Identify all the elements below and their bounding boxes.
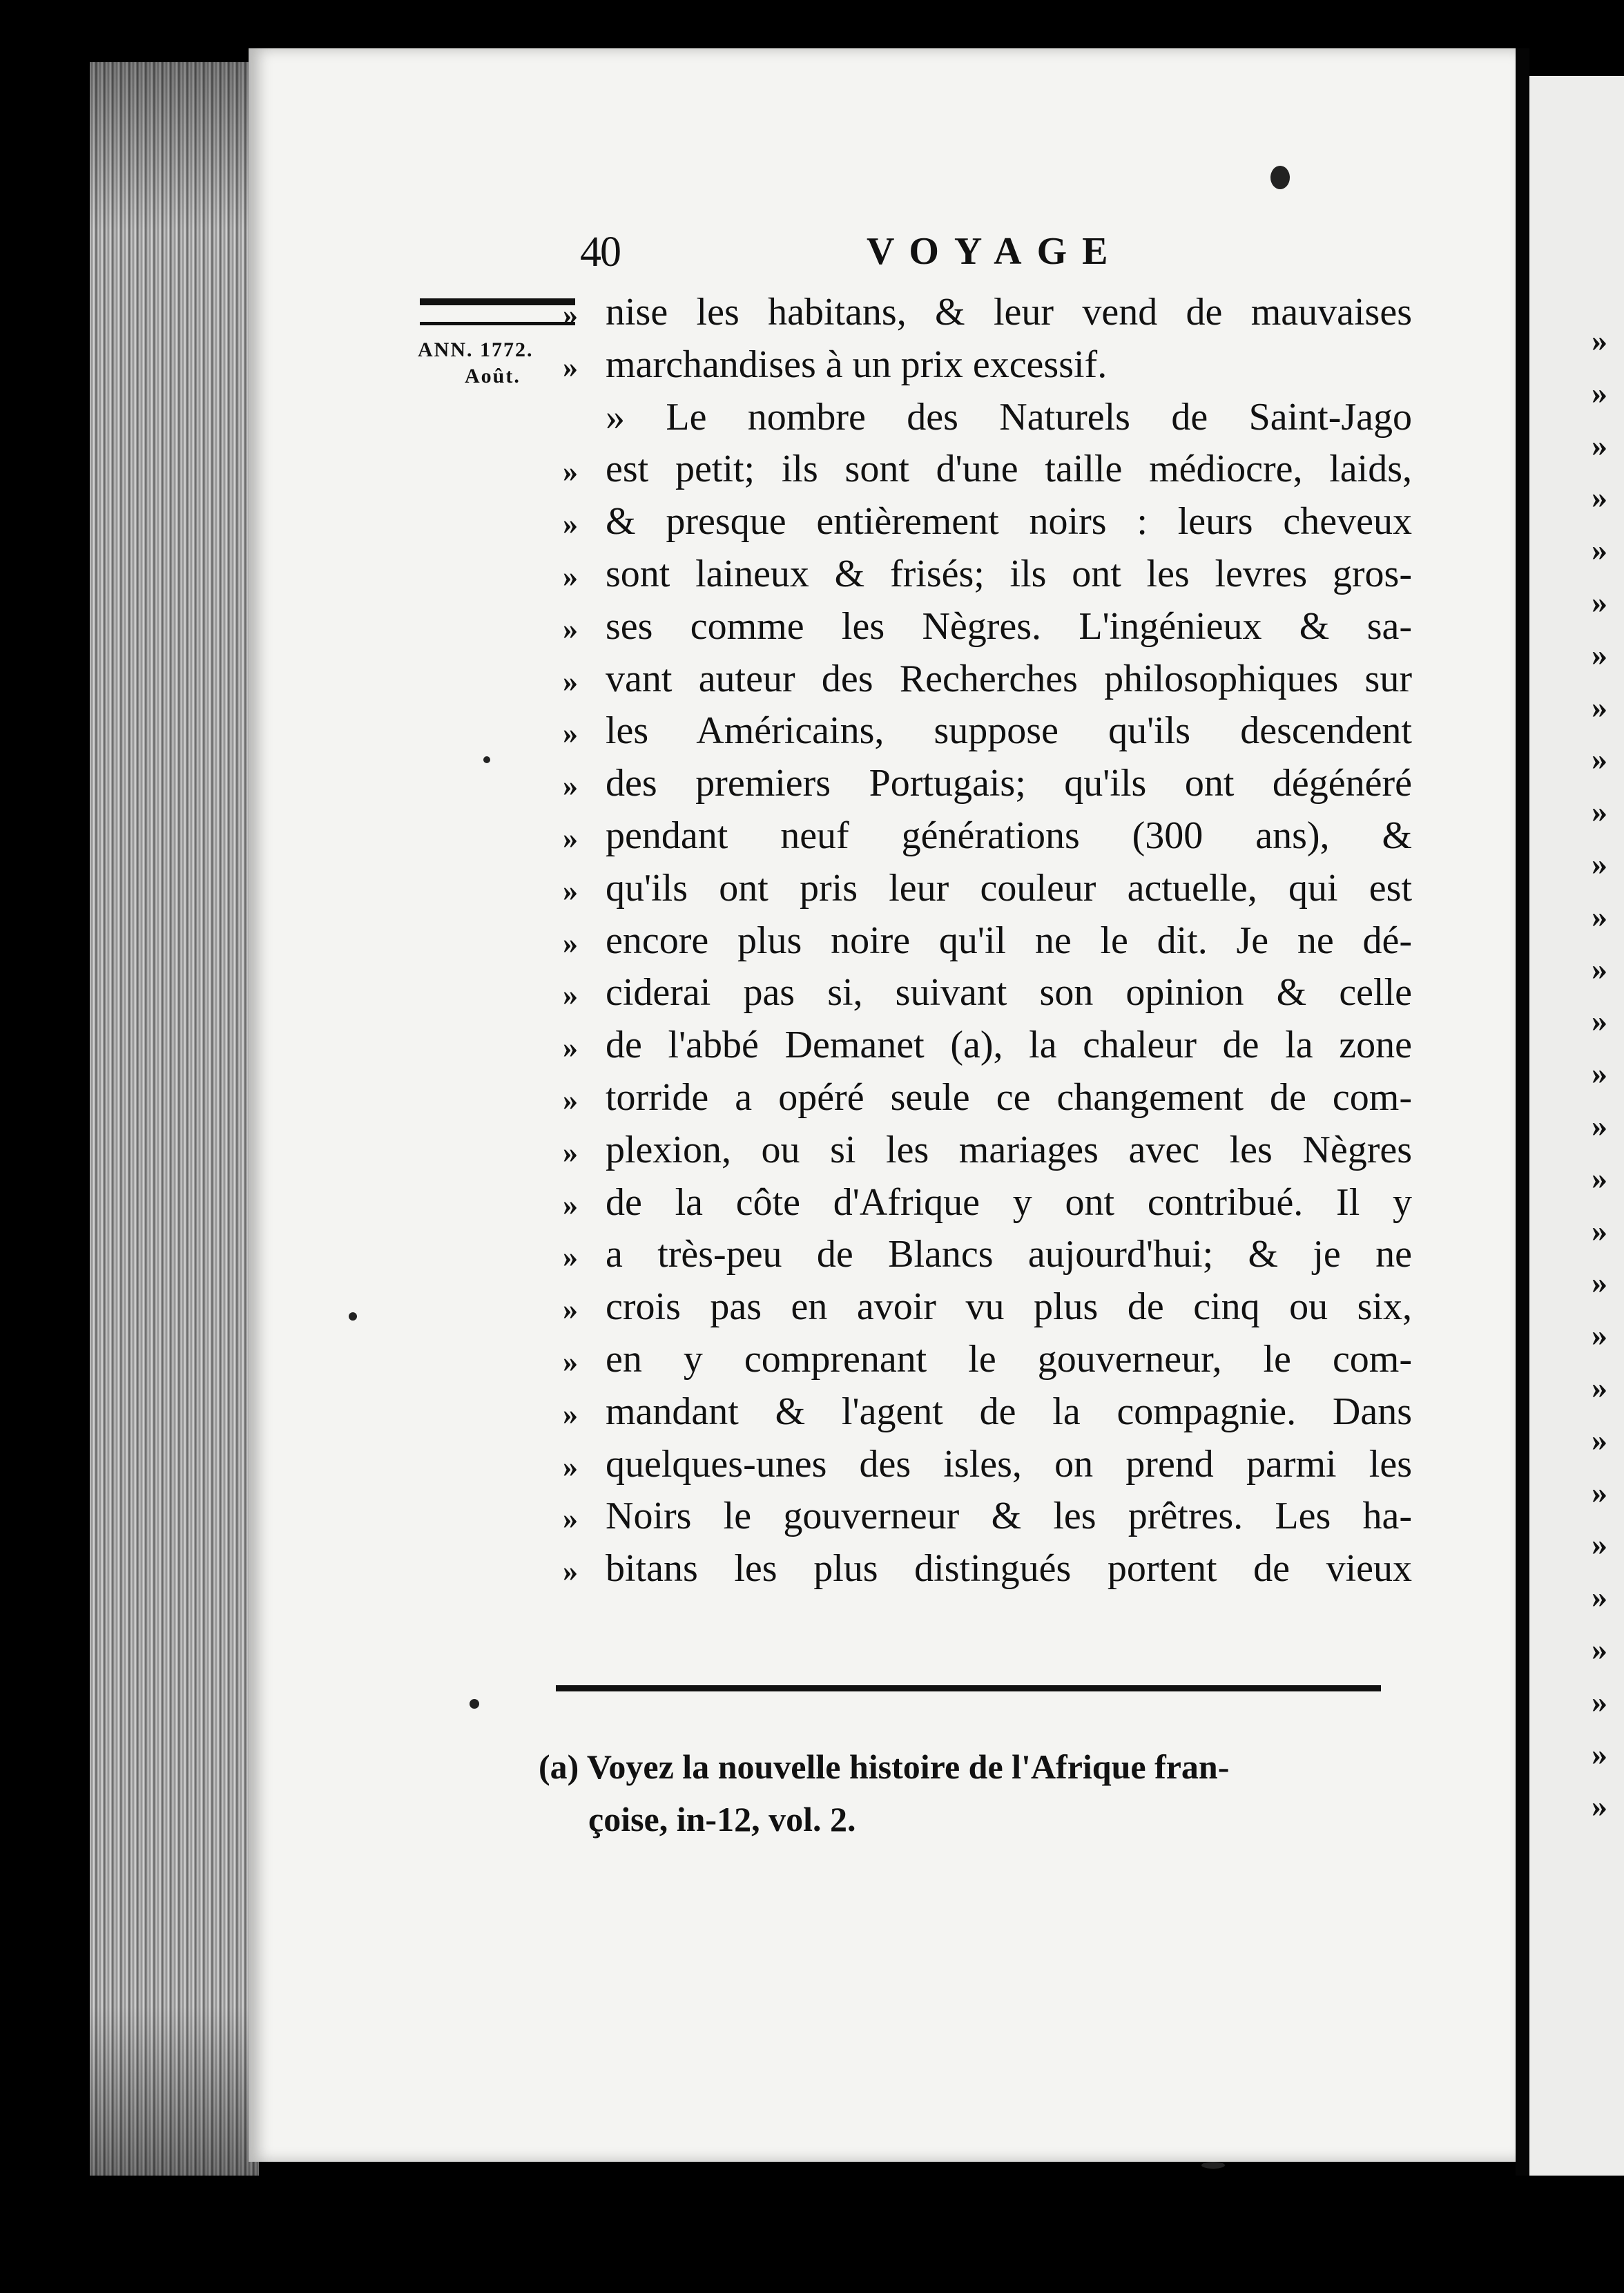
text-line	[563, 343, 1412, 395]
footnote-line: (a) Voyez la nouvelle histoire de l'Afrique fran-	[539, 1747, 1230, 1786]
quote-mark: »	[563, 1082, 575, 1117]
dust-speck	[1201, 2162, 1225, 2169]
line-text: les Américains, suppose qu'ils descendent	[606, 709, 1412, 753]
line-text: torride a opéré seule ce changement de com-	[606, 1075, 1412, 1119]
text-line	[563, 1075, 1412, 1128]
line-text: Noirs le gouverneur & les prêtres. Les ha-	[606, 1495, 1412, 1538]
line-text: ciderai pas si, suivant son opinion & celle	[606, 971, 1412, 1015]
facing-quote-mark: »	[1592, 1107, 1605, 1143]
quote-mark: »	[563, 1292, 575, 1327]
line-text: plexion, ou si les mariages avec les Nègres	[606, 1128, 1412, 1171]
quote-mark: »	[563, 978, 575, 1013]
facing-quote-mark: »	[1592, 950, 1605, 986]
facing-quote-mark: »	[1592, 1683, 1605, 1719]
text-line	[563, 447, 1412, 499]
facing-quote-mark: »	[1592, 794, 1605, 829]
quote-mark: »	[563, 454, 575, 489]
quote-mark: »	[563, 559, 575, 593]
text-line	[563, 657, 1412, 709]
quote-mark: »	[563, 925, 575, 960]
facing-quote-mark: »	[1592, 636, 1605, 672]
facing-quote-mark: »	[1592, 1317, 1605, 1353]
facing-quote-mark: »	[1592, 532, 1605, 568]
text-line	[563, 1180, 1412, 1233]
facing-quote-mark: »	[1592, 1631, 1605, 1667]
quote-mark: »	[563, 716, 575, 751]
line-text: qu'ils ont pris leur couleur actuelle, qui est	[606, 866, 1412, 910]
line-text: » Le nombre des Naturels de Saint-Jago	[606, 395, 1412, 439]
line-text: en y comprenant le gouverneur, le com-	[606, 1337, 1412, 1381]
facing-quote-mark: »	[1592, 323, 1605, 358]
facing-quote-mark: »	[1592, 1579, 1605, 1615]
quote-mark: »	[563, 1554, 575, 1589]
facing-quote-mark: »	[1592, 689, 1605, 725]
quote-mark: »	[563, 349, 575, 384]
line-text: des premiers Portugais; qu'ils ont dégénéré	[606, 762, 1412, 805]
quote-mark: »	[563, 298, 575, 332]
quote-mark: »	[563, 611, 575, 646]
facing-quote-mark: »	[1592, 374, 1605, 410]
footnote-line: çoise, in-12, vol. 2.	[588, 1800, 856, 1839]
margin-note-year: ANN. 1772.	[418, 338, 534, 361]
text-line	[563, 1023, 1412, 1075]
line-text: a très-peu de Blancs aujourd'hui; & je ne	[606, 1233, 1412, 1276]
dust-speck	[483, 756, 490, 763]
quote-mark: »	[563, 1502, 575, 1536]
facing-quote-mark: »	[1592, 1212, 1605, 1248]
text-line	[563, 1494, 1412, 1546]
book-gutter	[1516, 48, 1529, 2176]
text-line	[563, 1128, 1412, 1180]
facing-quote-mark: »	[1592, 1055, 1605, 1091]
text-line	[563, 395, 1412, 448]
line-text: de l'abbé Demanet (a), la chaleur de la zone	[606, 1024, 1412, 1067]
margin-note-month: Août.	[465, 365, 521, 387]
line-text: est petit; ils sont d'une taille médiocre, laids,	[606, 448, 1412, 491]
quote-mark: »	[563, 1135, 575, 1169]
quote-mark: »	[563, 769, 575, 803]
text-line	[563, 970, 1412, 1023]
text-line	[563, 761, 1412, 814]
line-text: sont laineux & frisés; ils ont les levres gros-	[606, 552, 1412, 595]
facing-quote-mark: »	[1592, 1160, 1605, 1196]
text-line	[563, 552, 1412, 604]
line-text: crois pas en avoir vu plus de cinq ou six,	[606, 1285, 1412, 1329]
facing-quote-mark: »	[1592, 898, 1605, 934]
text-line	[563, 866, 1412, 919]
facing-quote-mark: »	[1592, 1736, 1605, 1772]
quote-mark: »	[563, 1030, 575, 1065]
facing-quote-mark: »	[1592, 584, 1605, 620]
page-number: 40	[580, 229, 620, 276]
text-line	[563, 919, 1412, 971]
facing-quote-mark: »	[1592, 1421, 1605, 1457]
quote-mark: »	[563, 1187, 575, 1222]
line-text: pendant neuf générations (300 ans), &	[606, 814, 1412, 857]
dust-speck	[1270, 166, 1290, 189]
line-text: vant auteur des Recherches philosophiques sur	[606, 657, 1412, 700]
text-line	[563, 1337, 1412, 1390]
text-line	[563, 290, 1412, 343]
text-line	[563, 499, 1412, 552]
text-line	[563, 1546, 1412, 1599]
quote-mark: »	[563, 1397, 575, 1431]
text-line	[563, 1285, 1412, 1337]
text-line	[563, 1442, 1412, 1495]
text-line	[563, 1390, 1412, 1442]
line-text: quelques-unes des isles, on prend parmi les	[606, 1442, 1412, 1486]
footnote	[539, 1740, 1388, 1845]
quote-mark: »	[563, 507, 575, 541]
quote-mark: »	[563, 1449, 575, 1484]
line-text: mandant & l'agent de la compagnie. Dans	[606, 1390, 1412, 1433]
facing-quote-mark: »	[1592, 1474, 1605, 1510]
facing-quote-mark: »	[1592, 1369, 1605, 1405]
page-header	[0, 228, 1624, 283]
facing-quote-mark: »	[1592, 427, 1605, 463]
facing-page-quote-marks	[1592, 314, 1624, 1832]
running-title: VOYAGE	[867, 230, 1123, 273]
quote-mark: »	[563, 1240, 575, 1274]
quote-mark: »	[563, 873, 575, 908]
book-page-edges	[90, 62, 259, 2176]
footnote-rule	[556, 1685, 1381, 1691]
text-line	[563, 814, 1412, 866]
line-text: marchandises à un prix excessif.	[606, 343, 1108, 386]
margin-rule	[420, 298, 575, 325]
body-text	[563, 290, 1412, 1599]
facing-quote-mark: »	[1592, 1265, 1605, 1301]
line-text: encore plus noire qu'il ne le dit. Je ne dé-	[606, 919, 1412, 962]
facing-quote-mark: »	[1592, 1526, 1605, 1562]
dust-speck	[470, 1699, 479, 1709]
facing-quote-mark: »	[1592, 1788, 1605, 1824]
line-text: & presque entièrement noirs : leurs cheveux	[606, 500, 1412, 544]
text-line	[563, 604, 1412, 657]
facing-quote-mark: »	[1592, 479, 1605, 515]
quote-mark: »	[563, 1344, 575, 1379]
facing-quote-mark: »	[1592, 1003, 1605, 1039]
text-line	[563, 709, 1412, 761]
facing-quote-mark: »	[1592, 741, 1605, 777]
text-line	[563, 1232, 1412, 1285]
line-text: bitans les plus distingués portent de vieux	[606, 1547, 1412, 1591]
quote-mark: »	[563, 821, 575, 855]
quote-mark: »	[563, 664, 575, 698]
dust-speck	[349, 1312, 357, 1321]
line-text: ses comme les Nègres. L'ingénieux & sa-	[606, 604, 1412, 648]
facing-quote-mark: »	[1592, 845, 1605, 881]
line-text: nise les habitans, & leur vend de mauvaises	[606, 291, 1412, 334]
line-text: de la côte d'Afrique y ont contribué. Il y	[606, 1180, 1412, 1224]
